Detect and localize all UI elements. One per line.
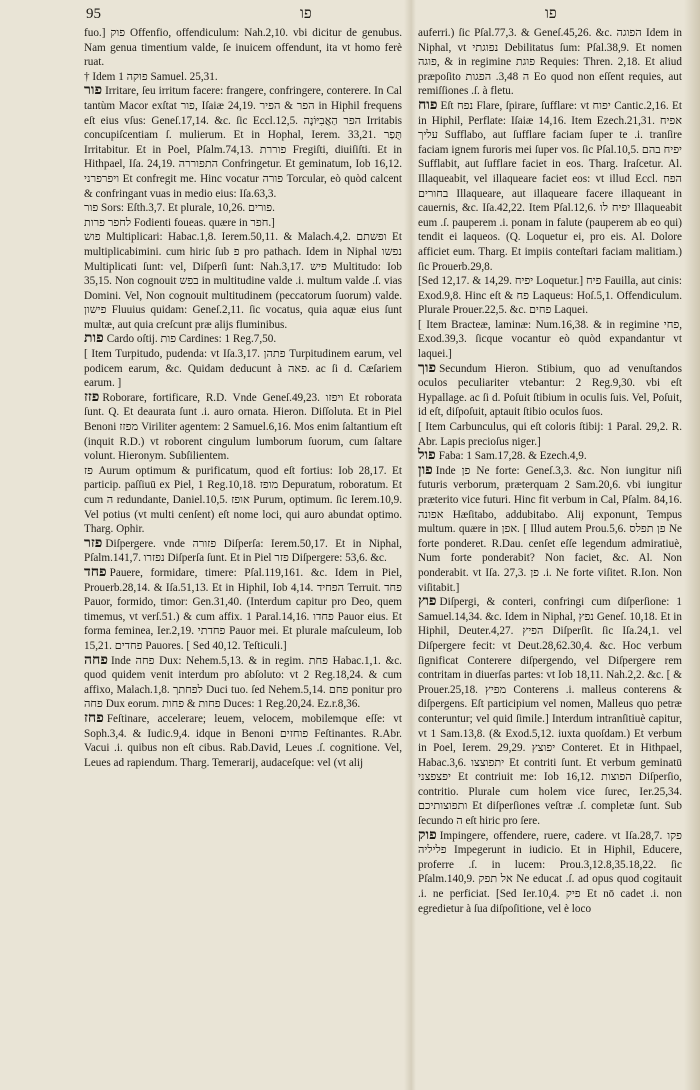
entry-text: Cardo oſtij. פות Cardines: 1 Reg.7,50. (106, 333, 277, 346)
dictionary-entry (418, 26, 682, 99)
dictionary-entry (84, 464, 402, 537)
dictionary-entry (418, 420, 682, 449)
entry-text: Roborare, fortificare, R.D. Vnde Geneſ.49,23. ויפזו Et roborata ſunt. Q. Et deaurata ſunt .i. auro ornata. Hieron. Diſſoluta. Et in Piel Benoni מפזז Viriliter agentem: 2 Samuel.6,16. Mos enim ſaltantium eſt (inquit R.D.) vt roborent cingulum lumborum ſuorum, cum ſaltare volunt. Hieronym. Subſilientem. (84, 391, 402, 463)
dictionary-entry (84, 70, 402, 85)
dictionary-entry (418, 274, 682, 318)
entry-text: Inde פן Ne forte: Geneſ.3,3. &c. Non iungitur niſi futuris verborum, præterquam 2 Sam.20,6. vbi iungitur præterito vice futuri. Hinc fit verbum in Cal, Pſalm. 84,16. אפונה Hæſitabo, addubitabo. Alij exponunt, Tempus multum. quære in אפן. [ Illud autem Prou.5,6. פן תפלס Ne forte ponderet. R.Dau. cenſet eſſe legendum admiratiuè, Num forte ponderabit? Non faciet, &c. Al. Non ponderabit. vt Iſa. 27,3. פן .i. Ne forte viſitet. R.Ion. Non viſitabit.] (418, 464, 683, 594)
dictionary-entry (84, 347, 402, 391)
dictionary-entry (418, 595, 682, 829)
dictionary-entry (418, 362, 682, 420)
entry-headword: פוח (418, 97, 438, 113)
entry-text: auferri.) ſic Pſal.77,3. & Geneſ.45,26. &c. הפוגה Idem in Niphal, vt נפוגתי Debilitatus ſum: Pſal.38,9. Et nomen פוגה, & in regimine פוגת Requies: Thren. 2,18. Et aliud præpoſito ה 3,48. הפגות Eo quod non eſſent requies, aut remiſſiones .ſ. à fletu. (418, 27, 683, 98)
entry-headword: פוץ (418, 594, 437, 610)
entry-text: Inde פחה Dux: Nehem.5,13. & in regim. פחת Habac.1,1. &c. quod quidem venit interdum pro abſoluto: vt 2 Reg.18,24. & cum affixo, Malach.1,8. לפחתך Duci tuo. ſed Nehem.5,14. פחם ponitur pro פחה Dux eorum. פחות & פחות Duces: 1 Reg.20,24. Ez.r.8,36. (84, 654, 402, 711)
dictionary-entry (418, 829, 682, 917)
entry-headword: פחד (84, 564, 107, 580)
entry-headword: פוך (418, 360, 437, 376)
entry-text: Impingere, offendere, ruere, cadere. vt Iſa.28,7. פקו פליליה Impegerunt in iudicio. Et in Hiphil, Educere, proferre .ſ. in lucem: Prou.3,12.8,35.18,22. ſic Pſalm.140,9. אל תפק Ne educat .ſ. ad opus quod cogitauit .i. ne perficiat. [Sed Ier.10,4. פיק Et nō cadet .i. non egredietur à ſua diſpoſitione, vel è loco (418, 829, 682, 915)
gutter-shadow (404, 0, 416, 1090)
running-head-left: פו (300, 6, 312, 22)
dictionary-entry (84, 216, 402, 231)
dictionary-entry (84, 332, 402, 347)
left-column (84, 26, 402, 770)
entry-text: פז Aurum optimum & purificatum, quod eſt fortius: Iob 28,17. Et particip. paſſiuū ex Piel, 1 Reg.10,18. מופז Depuratum, roboratum. Et cum ה redundante, Daniel.10,5. אופז Purum, optimum. ſic Ierem.10,9. Vel potius (vt multi cenſent) eſt nome loci, qui auro abundat optimo. Tharg. Ophir. (84, 464, 403, 536)
entry-text: † Idem פוקה 1 Samuel. 25,31. (84, 70, 218, 83)
running-head-right: פו (545, 6, 557, 22)
entry-text: [Sed 12,17. & 14,29. יפיח Loquetur.] פיח Fauilla, aut cinis: Exod.9,8. Hinc eſt & פח Laqueus: Hoſ.5,1. Offendiculum. Plurale Prouer.22,5. &c. פחים Laquei. (418, 275, 683, 317)
entry-headword: פחה (84, 652, 108, 668)
entry-headword: פור (84, 83, 103, 99)
entry-text: Pauere, formidare, timere: Pſal.119,161. &c. Idem in Piel, Prouerb.28,14. & Iſa.51,13. Et in Hiphil, Iob 4,14. הפחיד Terruit. פחד Pauor, formido, timor: Gen.31,40. (Interdum capitur pro Deo, quem timemus, vt verſ.51.) & cum affix. 1 Paral.14,16. פחדו Pauor eius. Et forma feminea, Ier.2,19. פחדתי Pauor mei. Et plurale maſculeum, Iob 15,21. פחדים Pauores. [ Sed 40,12. Teſticuli.] (84, 566, 403, 652)
entry-text: פור Sors: Eſth.3,7. Et plurale, 10,26. פורים. (84, 202, 275, 215)
entry-headword: פות (84, 331, 104, 347)
entry-headword: פחז (84, 710, 104, 726)
dictionary-entry (84, 230, 402, 332)
dictionary-entry (84, 26, 402, 70)
dictionary-entry (84, 566, 402, 654)
dictionary-entry (418, 99, 682, 274)
entry-text: פוש Multiplicari: Habac.1,8. Ierem.50,11. & Malach.4,2. ופשתם Et multiplicabimini. cum hiric ſub פ pro pathach. Idem in Niphal נפשו Multiplicati ſunt: vel, Diſperſi ſunt: Nah.3,17. פיש Multitudo: Iob 35,15. Non cognouit בפש in multitudine valde .i. multum valde .ſ. vias Domini. Vel, Non cognouit multitudinem (peccatorum ſuorum) valde. פישון Fluuius quidam: Geneſ.2,11. ſic vocatus, quia aquæ eius ſunt multæ, aut quia creſcunt præ alijs fluminibus. (84, 231, 402, 331)
entry-headword: פול (418, 448, 436, 464)
entry-text: [ Item Carbunculus, qui eſt coloris ſtibij: 1 Paral. 29,2. R. Abr. Lapis precioſus niger.] (418, 421, 682, 448)
page-number: 95 (86, 6, 101, 22)
dictionary-entry (84, 201, 402, 216)
dictionary-entry (84, 84, 402, 201)
dictionary-entry (418, 464, 682, 595)
entry-text: Feſtinare, accelerare; leuem, velocem, mobilemque eſſe: vt Soph.3,4. & Iudic.9,4. idque in Benoni פוחזים Feſtinantes. R.Abr. Vacui .i. quibus non eſt cibus. Rab.David, Leues .ſ. cognitione. Vel, Leues ad rapiendum. Tharg. Temerarij, audaceſque: vel (vt alij (84, 712, 402, 769)
dictionary-entry (418, 449, 682, 464)
entry-headword: פוק (418, 827, 437, 843)
entry-text: Diſpergere. vnde פזורה Diſperſa: Ierem.50,17. Et in Niphal, Pſalm.141,7. נפזרו Diſperſa ſunt. Et in Piel פזר Diſpergere: 53,6. &c. (84, 537, 402, 565)
page-edge (684, 0, 700, 1090)
entry-headword: פון (418, 462, 433, 478)
right-column (418, 26, 682, 916)
entry-headword: פזז (84, 389, 100, 405)
entry-text: Irritare, ſeu irritum facere: frangere, confringere, conterere. In Cal tantùm Macor exſtat פור, Iſaiæ 24,19. הפר & הפיר in Hiphil frequens eſt eius vſus: Geneſ.17,14. &c. ſic Eccl.12,5. הפר הַאֲבִיּוֹנָה Irritabis concupiſcentiam ſ. mulierum. Et in Hophal, Ierem. 33,21. תֻּפַר Irritabitur. Et in Poel, Pſalm.74,13. פוררת Fregiſti, diuiſiſti. Et in Hithpael, Iſa. 24,19. התפוררה Confringetur. Et geminatum, Iob 16,12. ויפרפרני Et confregit me. Hinc vocatur פורה Torcular, eò quòd calcent & confringant vuas in medio eius: Iſa.63,3. (84, 85, 403, 200)
entry-headword: פזר (84, 535, 103, 551)
dictionary-entry (84, 391, 402, 464)
dictionary-entry (84, 537, 402, 566)
page-header (0, 0, 700, 26)
entry-text: Eſt נפח Flare, ſpirare, ſufflare: vt יפוח Cantic.2,16. Et in Hiphil, Perflate: Iſaiæ 14,16. Item Ezech.21,31. אפיח עליך Sufflabo, aut ſufflare faciam ſuper te .i. tranſire faciam ignem furoris mei ſuper vos. ſic Pſal.10,5. יפיח בהם Sufflabit, aut ſufflare faciet in eos. Tharg. Iraſcetur. Al. Illaqueabit, vel illaqueare faciet eos: vt illud Eccl. הפח בחורים Illaqueare, aut illaqueare facere illaqueant in cauernis, &c. Iſa.42,22. Item Pſal.12,6. יפיח לו Illaqueabit eum .ſ. pauperem .i. ponam in falute (pauperem ab eo qui) tendit ei laqueos. (Q. Loquetur ei, pro eis. Al. Dolore afficiet eum. Tharg. Et impiis conteſtari faciam malitiam.) ſic Prouerb.29,8. (418, 99, 683, 273)
entry-text: לחפר פרות Fodienti foueas. quære in חפר.] (84, 216, 275, 229)
entry-text: [ Item Bracteæ, laminæ: Num.16,38. & in regimine פחי, Exod.39,3. ſicque vocantur eò quòd expandantur vt laquei.] (418, 318, 682, 361)
entry-text: Secundum Hieron. Stibium, quo ad venuſtandos oculos peculiariter vtebantur: 2 Reg.9,30. vbi eſt Hypallage. ac ſi d. Poſuit ſtibium in oculis ſuis. Vel, Poſuit, id eſt, diſpoſuit, aptauit ſtibio oculos ſuos. (418, 362, 682, 419)
entry-text: Faba: 1 Sam.17,28. & Ezech.4,9. (438, 450, 587, 463)
entry-text: Diſpergi, & conteri, confringi cum diſperſione: 1 Samuel.14,34. &c. Idem in Niphal, נפץ Geneſ. 10,18. Et in Hiphil, Deuter.4,27. הפיץ Diſperſit. ſic Iſa.24,1. vel Diſpergere fecit: vt Deut.28,62.30,4. &c. Hoc verbum ſignificat Conterere diſpergendo, vel Diſpergere rem contritam in diuerſas partes: vt Iob 18,11. Nah.2,2. &c. [ & Prouer.25,18. מפיץ Conterens .i. malleus conterens & diſpergens. Eſt participium vel nomen, Malleus quo petræ conteruntur; vel quid ſimile.] Interdum intranſitiuè capitur, vt 1 Sam.13,8. (& Exod.5,12. iuxta quoſdam.) Et verbum in Poel, Ierem. 29,29. יפוצץ Conteret. Et in Hithpael, Habac.3,6. יתפוצצו Et contriti ſunt. Et verbum geminatū יפצפצני Et contriuit me: Iob 16,12. הפוצות Diſperſio, contritio. Plurale cum holem vice ſurec, Ier.25,34. ותפוצותיכם Et diſperſiones veſtræ .ſ. completæ ſunt. Sub ſecundo ה eſt hiric pro ſere. (418, 596, 682, 828)
dictionary-entry (84, 654, 402, 712)
entry-text: [ Item Turpitudo, pudenda: vt Iſa.3,17. פתהן Turpitudinem earum, vel podicem earum, &c. Quidam deducunt à פאה. ac ſi d. Cæſariem earum. ] (84, 348, 402, 390)
entry-text: fuo.] פוק Offenfio, offendiculum: Nah.2,10. vbi dicitur de genubus. Nam genua timentium valde, ſe inuicem offendunt, ita vt homo ferè ruat. (84, 27, 402, 69)
dictionary-entry (418, 318, 682, 362)
dictionary-entry (84, 712, 402, 770)
